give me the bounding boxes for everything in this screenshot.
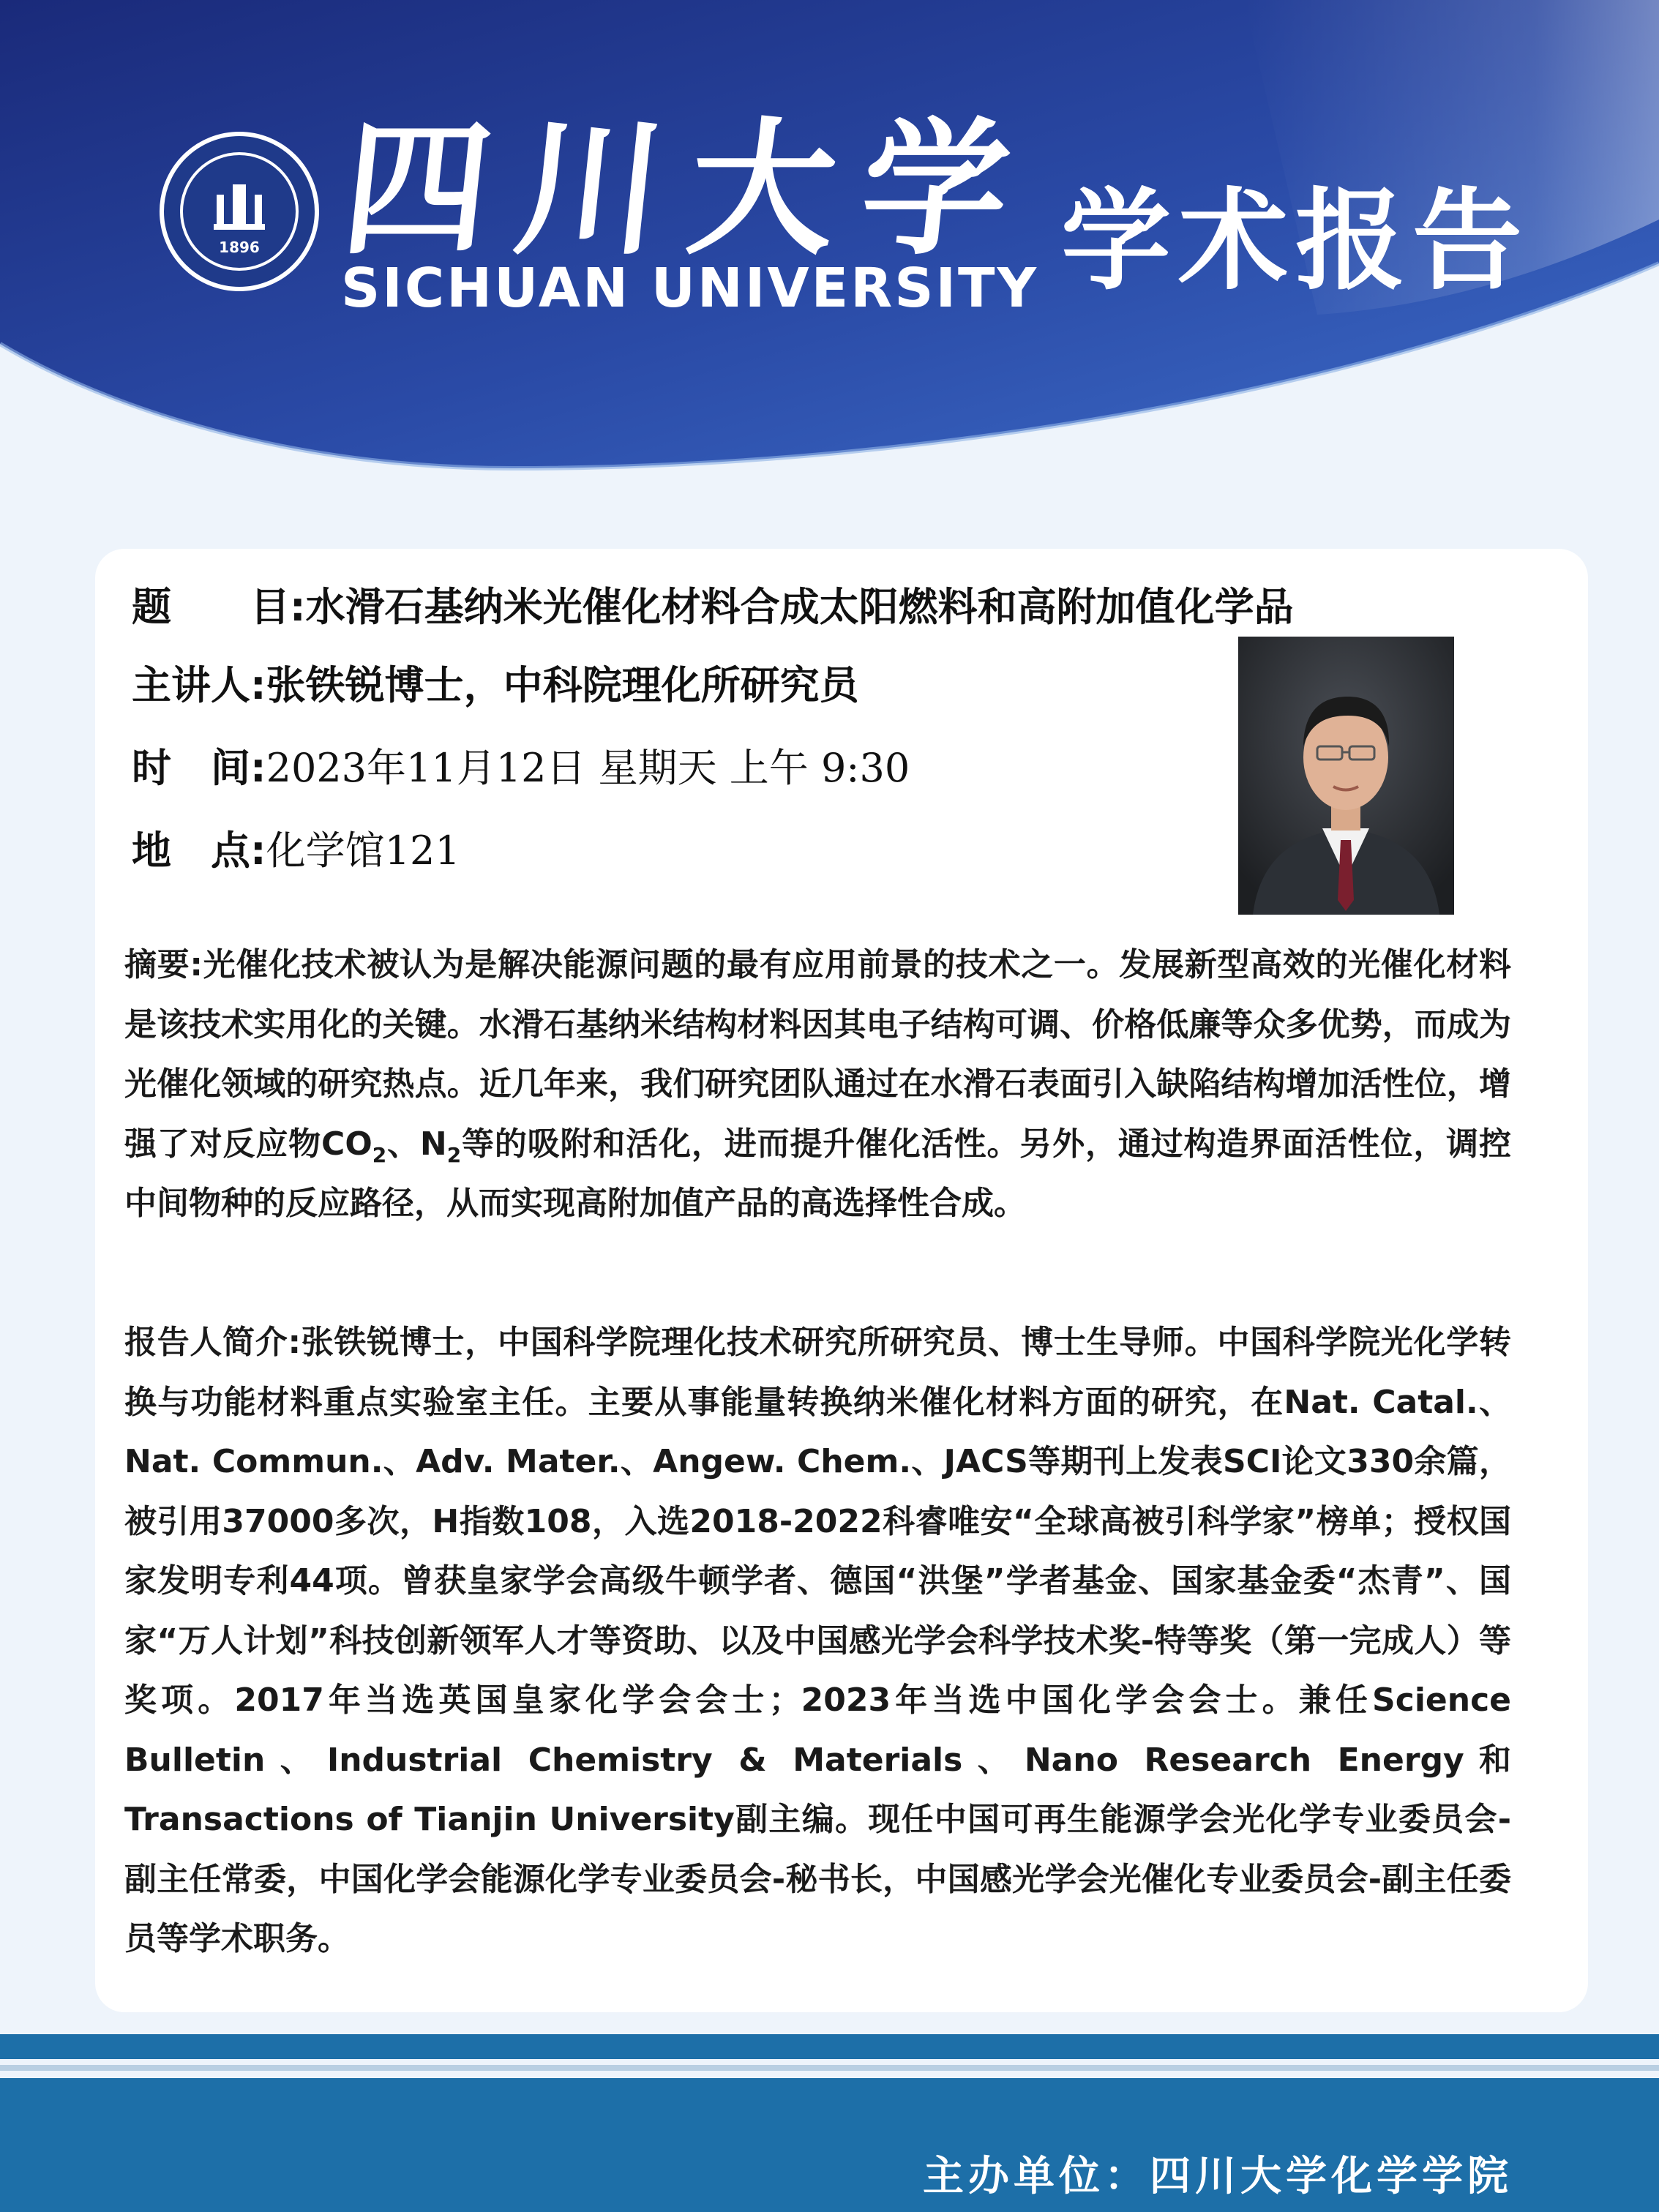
- place-value: 化学馆121: [266, 828, 460, 874]
- topic-row: [132, 582, 1294, 633]
- abstract-text-2: 、N: [386, 1125, 447, 1163]
- university-seal: [160, 132, 319, 291]
- abstract-text-1: 摘要:光催化技术被认为是解决能源问题的最有应用前景的技术之一。发展新型高效的光催化材料是该技术实用化的关键。水滑石基纳米结构材料因其电子结构可调、价格低廉等众多优势，而成为光催化领域的研究热点。近几年来，我们研究团队通过在水滑石表面引入缺陷结构增加活性位，增强了对反应物CO: [124, 946, 1511, 1163]
- speaker-photo: [1238, 637, 1454, 915]
- bio-paragraph: 报告人简介:张铁锐博士，中国科学院理化技术研究所研究员、博士生导师。中国科学院光化学转换与功能材料重点实验室主任。主要从事能量转换纳米催化材料方面的研究，在Nat. Catal.、Nat. Commun.、Adv. Mater.、Angew. Chem.、JACS等期刊上发表SCI论文330余篇，被引用37000多次，H指数108，入选2018-2022科睿唯安“全球高被引科学家”榜单；授权国家发明专利44项。曾获皇家学会高级牛顿学者、德国“洪堡”学者基金、国家基金委“杰青”、国家“万人计划”科技创新领军人才等资助、以及中国感光学会科学技术奖-特等奖（第一完成人）等奖项。2017年当选英国皇家化学会会士；2023年当选中国化学会会士。兼任Science Bulletin、Industrial Chemistry & Materials、Nano Research Energy和Transactions of Tianjin University副主编。现任中国可再生能源学会光化学专业委员会-副主任常委，中国化学会能源化学专业委员会-秘书长，中国感光学会光催化专业委员会-副主任委员等学术职务。: [124, 1324, 1511, 1957]
- footer-stripe: [0, 2034, 1659, 2059]
- place-label: 地 点:: [132, 828, 266, 874]
- speaker-label: 主讲人:: [132, 662, 266, 708]
- organizer-text: 主办单位：四川大学化学学院: [923, 2153, 1513, 2200]
- report-title: 学术报告: [1061, 178, 1530, 305]
- speaker-portrait-graphic: [1238, 637, 1454, 915]
- abstract-text-3: 等的吸附和活化，进而提升催化活性。另外，通过构造界面活性位，调控中间物种的反应路径，从而实现高附加值产品的高选择性合成。: [124, 1125, 1512, 1222]
- abstract-paragraph: [124, 935, 1511, 1234]
- speaker-value: 张铁锐博士，中科院理化所研究员: [266, 662, 859, 708]
- seal-year: 1896: [219, 239, 260, 256]
- gate-icon: [212, 180, 266, 231]
- place-row: [132, 825, 460, 877]
- speaker-row: [132, 660, 859, 711]
- topic-value: 水滑石基纳米光催化材料合成太阳燃料和高附加值化学品: [305, 584, 1294, 630]
- footer-stripe-light: [0, 2065, 1659, 2071]
- university-name-cn: 四川大学: [334, 105, 1044, 275]
- time-label: 时 间:: [132, 745, 266, 791]
- abstract-sub-co2: 2: [372, 1142, 387, 1167]
- university-name-en: SICHUAN UNIVERSITY: [341, 257, 1039, 320]
- time-row: [132, 743, 910, 794]
- abstract-sub-n2: 2: [446, 1142, 462, 1167]
- time-value: 2023年11月12日 星期天 上午 9:30: [266, 745, 910, 791]
- topic-label: 题 目:: [132, 584, 306, 630]
